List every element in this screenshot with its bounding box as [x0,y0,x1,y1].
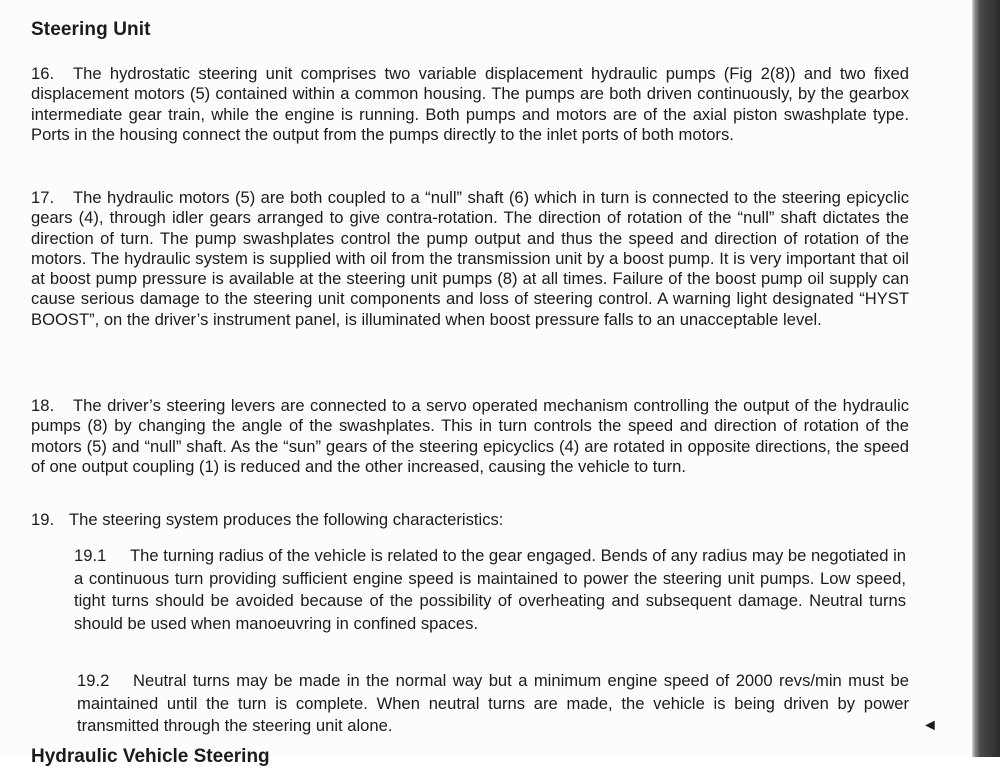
page-edge-shadow [972,0,1000,757]
next-heading-cutoff [31,746,331,767]
paragraph-text: The turning radius of the vehicle is related to the gear engaged. Bends of any radius may be negotiated in a continuous turn providing sufficient engine speed is maintained to power the steering unit pumps. Low speed, tight turns should be avoided because of the possibility of overheating and subsequent damage. Neutral turns should be used when manoeuvring in confined spaces. [74,546,906,633]
paragraph-text: The hydraulic motors (5) are both coupled to a “null” shaft (6) which in turn is connected to the steering epicyclic gears (4), through idler gears arranged to give contra-rotation. The direction of rotation of the “null” shaft dictates the direction of turn. The pump swashplates control the pump output and thus the speed and direction of rotation of the motors. The hydraulic system is supplied with oil from the transmission unit by a boost pump. It is very important that oil at boost pump pressure is available at the steering unit pumps (8) at all times. Failure of the boost pump oil supply can cause serious damage to the steering unit components and loss of steering control. A warning light designated “HYST BOOST”, on the driver’s instrument panel, is illuminated when boost pressure falls to an unacceptable level. [31,188,909,329]
subparagraph-19-1 [74,545,906,635]
paragraph-number: 17. [31,188,55,207]
paragraph-text: The hydrostatic steering unit comprises two variable displacement hydraulic pumps (Fig 2(8)) and two fixed displacement motors (5) contained within a common housing. The pumps are both driven continuously, by the gearbox intermediate gear train, while the engine is running. Both pumps and motors are of the axial piston swashplate type. Ports in the housing connect the output from the pumps directly to the inlet ports of both motors. [31,64,909,144]
paragraph-16 [31,64,909,145]
paragraph-number: 16. [31,64,55,83]
paragraph-number: 19.2 [77,671,110,690]
paragraph-17 [31,188,909,330]
next-heading: Hydraulic Vehicle Steering [31,746,270,767]
paragraph-18 [31,396,909,477]
paragraph-number: 19.1 [74,546,107,565]
paragraph-number: 18. [31,396,55,415]
paragraph-text: The driver’s steering levers are connected to a servo operated mechanism controlling the output of the hydraulic pumps (8) by changing the angle of the swashplates. This in turn controls the speed and direction of rotation of the motors (5) and “null” shaft. As the “sun” gears of the steering epicyclics (4) are rotated in opposite directions, the speed of one output coupling (1) is reduced and the other increased, causing the vehicle to turn. [31,396,909,476]
paragraph-text: Neutral turns may be made in the normal way but a minimum engine speed of 2000 revs/min must be maintained until the turn is complete. When neutral turns are made, the vehicle is being driven by power transmitted through the steering unit alone. [77,671,909,735]
section-heading: Steering Unit [31,19,151,40]
paragraph-number: 19. [31,510,55,529]
paragraph-19 [31,510,909,530]
paragraph-text: The steering system produces the following characteristics: [69,510,504,529]
left-arrow-icon: ◄ [922,717,938,734]
subparagraph-19-2 [77,670,909,738]
